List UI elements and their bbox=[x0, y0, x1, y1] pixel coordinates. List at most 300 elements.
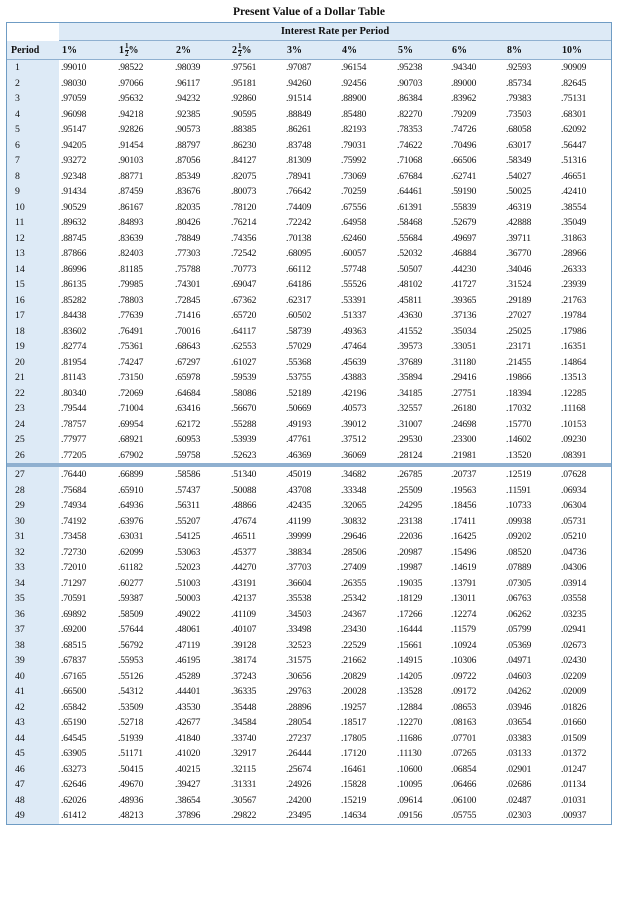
value-cell: .82035 bbox=[175, 201, 201, 213]
period-cell: 11 bbox=[7, 215, 59, 231]
value-cell: .46195 bbox=[175, 655, 201, 666]
value-cell: .03558 bbox=[561, 593, 587, 604]
period-cell: 10 bbox=[7, 200, 59, 216]
value-cell: .32917 bbox=[231, 748, 257, 759]
value-cell: .28896 bbox=[286, 701, 312, 713]
table-row bbox=[7, 793, 611, 809]
rate-label: 3% bbox=[287, 44, 302, 56]
period-cell: 30 bbox=[7, 514, 59, 530]
value-cell: .02673 bbox=[561, 639, 587, 651]
value-cell: .19563 bbox=[451, 484, 477, 496]
value-cell: .82774 bbox=[61, 341, 87, 352]
table-row bbox=[7, 200, 611, 216]
value-cell: .15496 bbox=[451, 546, 477, 558]
value-cell: .64684 bbox=[175, 387, 201, 399]
value-cell: .92385 bbox=[175, 108, 201, 120]
value-cell: .04971 bbox=[506, 655, 532, 666]
value-cell: .42196 bbox=[341, 387, 367, 399]
value-cell: .14864 bbox=[561, 356, 587, 368]
value-cell: .49697 bbox=[451, 232, 477, 244]
table-row bbox=[7, 246, 611, 262]
value-cell: .83962 bbox=[451, 93, 477, 104]
value-cell: .01372 bbox=[561, 748, 587, 759]
value-cell: .34185 bbox=[397, 387, 423, 399]
value-cell: .02487 bbox=[506, 794, 532, 806]
period-cell: 17 bbox=[7, 308, 59, 324]
value-cell: .55526 bbox=[341, 279, 367, 290]
column-header-rate bbox=[339, 41, 395, 60]
value-cell: .90573 bbox=[175, 124, 201, 135]
value-cell: .20737 bbox=[449, 465, 504, 483]
value-cell: .65978 bbox=[175, 372, 201, 383]
value-cell: .24200 bbox=[286, 794, 312, 806]
value-cell: .47674 bbox=[231, 515, 257, 527]
value-cell: .69047 bbox=[231, 279, 257, 290]
column-header-rate bbox=[449, 41, 504, 60]
value-cell: .97066 bbox=[118, 77, 144, 89]
value-cell: .55207 bbox=[175, 515, 201, 527]
value-cell: .08653 bbox=[451, 701, 477, 713]
value-cell: .37243 bbox=[231, 670, 257, 682]
value-cell: .59539 bbox=[231, 372, 257, 383]
value-cell: .50507 bbox=[397, 263, 423, 275]
value-cell: .67902 bbox=[118, 449, 144, 461]
value-cell: .33498 bbox=[286, 624, 312, 635]
value-cell: .11591 bbox=[506, 484, 531, 496]
period-cell: 37 bbox=[7, 622, 59, 638]
value-cell: .92826 bbox=[118, 124, 144, 135]
value-cell: .48936 bbox=[118, 794, 144, 806]
value-cell: .09722 bbox=[451, 670, 477, 682]
value-cell: .95238 bbox=[397, 62, 423, 73]
value-cell: .84438 bbox=[61, 310, 87, 321]
value-cell: .39999 bbox=[286, 531, 312, 542]
value-cell: .90595 bbox=[231, 108, 257, 120]
table-row bbox=[7, 777, 611, 793]
value-cell: .09156 bbox=[397, 810, 423, 821]
value-cell: .41552 bbox=[397, 325, 423, 337]
value-cell: .13513 bbox=[561, 372, 587, 383]
value-cell: .37896 bbox=[175, 810, 201, 821]
table-row bbox=[7, 231, 611, 247]
value-cell: .18456 bbox=[451, 500, 477, 511]
value-cell: .57644 bbox=[118, 624, 144, 635]
value-cell: .86135 bbox=[61, 279, 87, 290]
value-cell: .28054 bbox=[286, 717, 312, 728]
value-cell: .96117 bbox=[175, 77, 200, 89]
period-cell: 44 bbox=[7, 731, 59, 747]
column-header-rate bbox=[559, 41, 611, 60]
value-cell: .52023 bbox=[175, 562, 201, 573]
value-cell: .50025 bbox=[506, 186, 532, 197]
value-cell: .31180 bbox=[451, 356, 476, 368]
value-cell: .60953 bbox=[175, 434, 201, 445]
column-header-rate bbox=[395, 41, 449, 60]
table-row bbox=[7, 169, 611, 185]
value-cell: .80073 bbox=[231, 186, 257, 197]
value-cell: .55684 bbox=[397, 232, 423, 244]
value-cell: .90529 bbox=[61, 201, 87, 213]
value-cell: .52032 bbox=[397, 248, 423, 259]
value-cell: .41199 bbox=[286, 515, 311, 527]
value-cell: .73458 bbox=[61, 531, 87, 542]
period-cell: 38 bbox=[7, 638, 59, 654]
value-cell: .29822 bbox=[231, 810, 257, 821]
value-cell: .12270 bbox=[397, 717, 423, 728]
value-cell: .73503 bbox=[506, 108, 532, 120]
table-row bbox=[7, 138, 611, 154]
value-cell: .54312 bbox=[118, 686, 144, 697]
value-cell: .38554 bbox=[561, 201, 587, 213]
value-cell: .38654 bbox=[175, 794, 201, 806]
value-cell: .17986 bbox=[561, 325, 587, 337]
value-cell: .11686 bbox=[397, 732, 422, 744]
value-cell: .49670 bbox=[118, 779, 144, 790]
value-cell: .80426 bbox=[175, 217, 201, 228]
value-cell: .85734 bbox=[506, 77, 532, 89]
value-cell: .59190 bbox=[451, 186, 477, 197]
value-cell: .72730 bbox=[61, 546, 87, 558]
column-header-rate bbox=[59, 41, 116, 60]
value-cell: .44401 bbox=[175, 686, 201, 697]
value-cell: .07701 bbox=[451, 732, 477, 744]
value-cell: .15219 bbox=[341, 794, 367, 806]
value-cell: .60057 bbox=[341, 248, 367, 259]
period-cell: 26 bbox=[7, 448, 59, 466]
value-cell: .74247 bbox=[118, 356, 144, 368]
value-cell: .64545 bbox=[61, 732, 87, 744]
value-cell: .96098 bbox=[61, 108, 87, 120]
period-cell: 13 bbox=[7, 246, 59, 262]
period-cell: 24 bbox=[7, 417, 59, 433]
value-cell: .45289 bbox=[175, 670, 201, 682]
value-cell: .55368 bbox=[286, 356, 312, 368]
value-cell: .55953 bbox=[118, 655, 144, 666]
value-cell: .72845 bbox=[175, 294, 201, 306]
value-cell: .04306 bbox=[561, 562, 587, 573]
value-cell: .70773 bbox=[231, 263, 257, 275]
table-subtitle: Interest Rate per Period bbox=[59, 23, 611, 41]
value-cell: .00937 bbox=[561, 810, 587, 821]
value-cell: .99010 bbox=[61, 62, 87, 73]
rate-label: 1 bbox=[119, 44, 124, 56]
value-cell: .62646 bbox=[61, 779, 87, 790]
value-cell: .62553 bbox=[231, 341, 257, 352]
value-cell: .26444 bbox=[286, 748, 312, 759]
value-cell: .23430 bbox=[341, 624, 367, 635]
value-cell: .94205 bbox=[61, 139, 87, 151]
value-cell: .67297 bbox=[175, 356, 201, 368]
value-cell: .14602 bbox=[506, 434, 532, 445]
period-cell: 5 bbox=[7, 122, 59, 138]
value-cell: .55839 bbox=[451, 201, 477, 213]
value-cell: .05210 bbox=[561, 531, 587, 542]
value-cell: .87459 bbox=[118, 186, 144, 197]
value-cell: .59387 bbox=[118, 593, 144, 604]
present-value-table bbox=[7, 41, 611, 824]
value-cell: .23171 bbox=[506, 341, 532, 352]
value-cell: .62026 bbox=[61, 794, 87, 806]
value-cell: .27751 bbox=[451, 387, 477, 399]
value-cell: .15770 bbox=[506, 418, 532, 430]
value-cell: .19987 bbox=[397, 562, 423, 573]
period-cell: 42 bbox=[7, 700, 59, 716]
value-cell: .81185 bbox=[118, 263, 143, 275]
period-cell: 29 bbox=[7, 498, 59, 514]
value-cell: .06763 bbox=[506, 593, 532, 604]
table-row bbox=[7, 638, 611, 654]
value-cell: .13011 bbox=[451, 593, 476, 604]
value-cell: .21981 bbox=[451, 449, 477, 461]
value-cell: .88385 bbox=[231, 124, 257, 135]
period-cell: 35 bbox=[7, 591, 59, 607]
value-cell: .86384 bbox=[397, 93, 423, 104]
value-cell: .92593 bbox=[506, 62, 532, 73]
value-cell: .66899 bbox=[116, 465, 173, 483]
value-cell: .30567 bbox=[231, 794, 257, 806]
value-cell: .82645 bbox=[561, 77, 587, 89]
value-cell: .35448 bbox=[231, 701, 257, 713]
value-cell: .16351 bbox=[561, 341, 587, 352]
table-row bbox=[7, 545, 611, 561]
table-row bbox=[7, 324, 611, 340]
table-row bbox=[7, 432, 611, 448]
value-cell: .71068 bbox=[397, 155, 423, 166]
value-cell: .76491 bbox=[118, 325, 144, 337]
table-row bbox=[7, 700, 611, 716]
column-header-rate bbox=[284, 41, 339, 60]
value-cell: .41840 bbox=[175, 732, 201, 744]
value-cell: .06466 bbox=[451, 779, 477, 790]
value-cell: .04603 bbox=[506, 670, 532, 682]
value-cell: .67684 bbox=[397, 170, 423, 182]
period-cell: 49 bbox=[7, 808, 59, 824]
value-cell: .74356 bbox=[231, 232, 257, 244]
value-cell: .37703 bbox=[286, 562, 312, 573]
fraction-numerator: 1 bbox=[238, 41, 242, 50]
value-cell: .63273 bbox=[61, 763, 87, 775]
value-cell: .46511 bbox=[231, 531, 256, 542]
value-cell: .10600 bbox=[397, 763, 423, 775]
value-cell: .29763 bbox=[286, 686, 312, 697]
value-cell: .35538 bbox=[286, 593, 312, 604]
value-cell: .25025 bbox=[506, 325, 532, 337]
value-cell: .01031 bbox=[561, 794, 587, 806]
period-cell: 34 bbox=[7, 576, 59, 592]
period-cell: 48 bbox=[7, 793, 59, 809]
value-cell: .40573 bbox=[341, 403, 367, 414]
period-cell: 16 bbox=[7, 293, 59, 309]
value-cell: .64186 bbox=[286, 279, 312, 290]
value-cell: .90703 bbox=[397, 77, 423, 89]
table-row bbox=[7, 731, 611, 747]
value-cell: .38834 bbox=[286, 546, 312, 558]
value-cell: .06262 bbox=[506, 608, 532, 620]
value-cell: .02941 bbox=[561, 624, 587, 635]
value-cell: .58586 bbox=[173, 465, 229, 483]
value-cell: .89000 bbox=[451, 77, 477, 89]
value-cell: .42888 bbox=[506, 217, 532, 228]
rate-label: 2 bbox=[232, 44, 237, 56]
value-cell: .98030 bbox=[61, 77, 87, 89]
value-cell: .50415 bbox=[118, 763, 144, 775]
value-cell: .57029 bbox=[286, 341, 312, 352]
value-cell: .03946 bbox=[506, 701, 532, 713]
value-cell: .09938 bbox=[506, 515, 532, 527]
rate-label: 5% bbox=[398, 44, 413, 56]
value-cell: .33051 bbox=[451, 341, 477, 352]
value-cell: .32523 bbox=[286, 639, 312, 651]
period-cell: 6 bbox=[7, 138, 59, 154]
value-cell: .72010 bbox=[61, 562, 87, 573]
value-cell: .98522 bbox=[118, 62, 144, 73]
value-cell: .50669 bbox=[286, 403, 312, 414]
value-cell: .03383 bbox=[506, 732, 532, 744]
value-cell: .51316 bbox=[561, 155, 587, 166]
period-cell: 25 bbox=[7, 432, 59, 448]
value-cell: .26785 bbox=[395, 465, 449, 483]
value-cell: .87866 bbox=[61, 248, 87, 259]
value-cell: .55288 bbox=[231, 418, 257, 430]
period-cell: 14 bbox=[7, 262, 59, 278]
table-row bbox=[7, 215, 611, 231]
rate-label: 8% bbox=[507, 44, 522, 56]
value-cell: .14915 bbox=[397, 655, 423, 666]
value-cell: .21662 bbox=[341, 655, 367, 666]
value-cell: .69954 bbox=[118, 418, 144, 430]
value-cell: .05731 bbox=[561, 515, 587, 527]
table-row bbox=[7, 262, 611, 278]
value-cell: .74726 bbox=[451, 124, 477, 135]
value-cell: .39128 bbox=[231, 639, 257, 651]
value-cell: .53391 bbox=[341, 294, 367, 306]
value-cell: .82270 bbox=[397, 108, 423, 120]
value-cell: .83748 bbox=[286, 139, 312, 151]
value-cell: .67837 bbox=[61, 655, 87, 666]
value-cell: .01826 bbox=[561, 701, 587, 713]
value-cell: .06100 bbox=[451, 794, 477, 806]
value-cell: .88797 bbox=[175, 139, 201, 151]
value-cell: .20987 bbox=[397, 546, 423, 558]
period-cell: 41 bbox=[7, 684, 59, 700]
value-cell: .35894 bbox=[397, 372, 423, 383]
fraction-denominator: 2 bbox=[125, 49, 129, 58]
value-cell: .62092 bbox=[561, 124, 587, 135]
value-cell: .19035 bbox=[397, 577, 423, 589]
value-cell: .50003 bbox=[175, 593, 201, 604]
value-cell: .78849 bbox=[175, 232, 201, 244]
value-cell: .97561 bbox=[231, 62, 257, 73]
value-cell: .08391 bbox=[561, 449, 587, 461]
value-cell: .66506 bbox=[451, 155, 477, 166]
value-cell: .04262 bbox=[506, 686, 532, 697]
table-row bbox=[7, 417, 611, 433]
period-cell: 4 bbox=[7, 107, 59, 123]
value-cell: .48213 bbox=[118, 810, 144, 821]
period-cell: 36 bbox=[7, 607, 59, 623]
value-cell: .21763 bbox=[561, 294, 587, 306]
value-cell: .86230 bbox=[231, 139, 257, 151]
value-cell: .17411 bbox=[451, 515, 476, 527]
value-cell: .40107 bbox=[231, 624, 257, 635]
value-cell: .87056 bbox=[175, 155, 201, 166]
value-cell: .10095 bbox=[397, 779, 423, 790]
period-cell: 40 bbox=[7, 669, 59, 685]
value-cell: .43191 bbox=[231, 577, 257, 589]
table-row bbox=[7, 514, 611, 530]
table-row bbox=[7, 339, 611, 355]
period-cell: 33 bbox=[7, 560, 59, 576]
value-cell: .02009 bbox=[561, 686, 587, 697]
period-cell: 8 bbox=[7, 169, 59, 185]
value-cell: .01247 bbox=[561, 763, 587, 775]
value-cell: .24367 bbox=[341, 608, 367, 620]
period-cell: 22 bbox=[7, 386, 59, 402]
value-cell: .62741 bbox=[451, 170, 477, 182]
value-cell: .68301 bbox=[561, 108, 587, 120]
value-cell: .80340 bbox=[61, 387, 87, 399]
value-cell: .31863 bbox=[561, 232, 587, 244]
table-row bbox=[7, 653, 611, 669]
value-cell: .58086 bbox=[231, 387, 257, 399]
value-cell: .53509 bbox=[118, 701, 144, 713]
value-cell: .97087 bbox=[286, 62, 312, 73]
value-cell: .37512 bbox=[341, 434, 367, 445]
table-row bbox=[7, 560, 611, 576]
value-cell: .70138 bbox=[286, 232, 312, 244]
value-cell: .57748 bbox=[341, 263, 367, 275]
value-cell: .36335 bbox=[231, 686, 257, 697]
value-cell: .93272 bbox=[61, 155, 87, 166]
value-cell: .79985 bbox=[118, 279, 144, 290]
value-cell: .62172 bbox=[175, 418, 201, 430]
value-cell: .67165 bbox=[61, 670, 87, 682]
value-cell: .36770 bbox=[506, 248, 532, 259]
value-cell: .42410 bbox=[561, 186, 587, 197]
value-cell: .72069 bbox=[118, 387, 144, 399]
table-row bbox=[7, 715, 611, 731]
value-cell: .68515 bbox=[61, 639, 87, 651]
value-cell: .77639 bbox=[118, 310, 144, 321]
period-cell: 18 bbox=[7, 324, 59, 340]
column-header-rate bbox=[504, 41, 559, 60]
value-cell: .74192 bbox=[61, 515, 87, 527]
value-cell: .90103 bbox=[118, 155, 144, 166]
table-row bbox=[7, 370, 611, 386]
value-cell: .63017 bbox=[506, 139, 532, 151]
value-cell: .39012 bbox=[341, 418, 367, 430]
value-cell: .07305 bbox=[506, 577, 532, 589]
value-cell: .90909 bbox=[561, 62, 587, 73]
table-row bbox=[7, 576, 611, 592]
value-cell: .68095 bbox=[286, 248, 312, 259]
value-cell: .70496 bbox=[451, 139, 477, 151]
period-cell: 3 bbox=[7, 91, 59, 107]
value-cell: .91454 bbox=[118, 139, 144, 151]
period-cell: 20 bbox=[7, 355, 59, 371]
value-cell: .39365 bbox=[451, 294, 477, 306]
value-cell: .44270 bbox=[231, 562, 257, 573]
value-cell: .13528 bbox=[397, 686, 423, 697]
value-cell: .53755 bbox=[286, 372, 312, 383]
value-cell: .32065 bbox=[341, 500, 367, 511]
value-cell: .31331 bbox=[231, 779, 257, 790]
value-cell: .15828 bbox=[341, 779, 367, 790]
value-cell: .01509 bbox=[561, 732, 587, 744]
value-cell: .28506 bbox=[341, 546, 367, 558]
value-cell: .27409 bbox=[341, 562, 367, 573]
value-cell: .29189 bbox=[506, 294, 532, 306]
